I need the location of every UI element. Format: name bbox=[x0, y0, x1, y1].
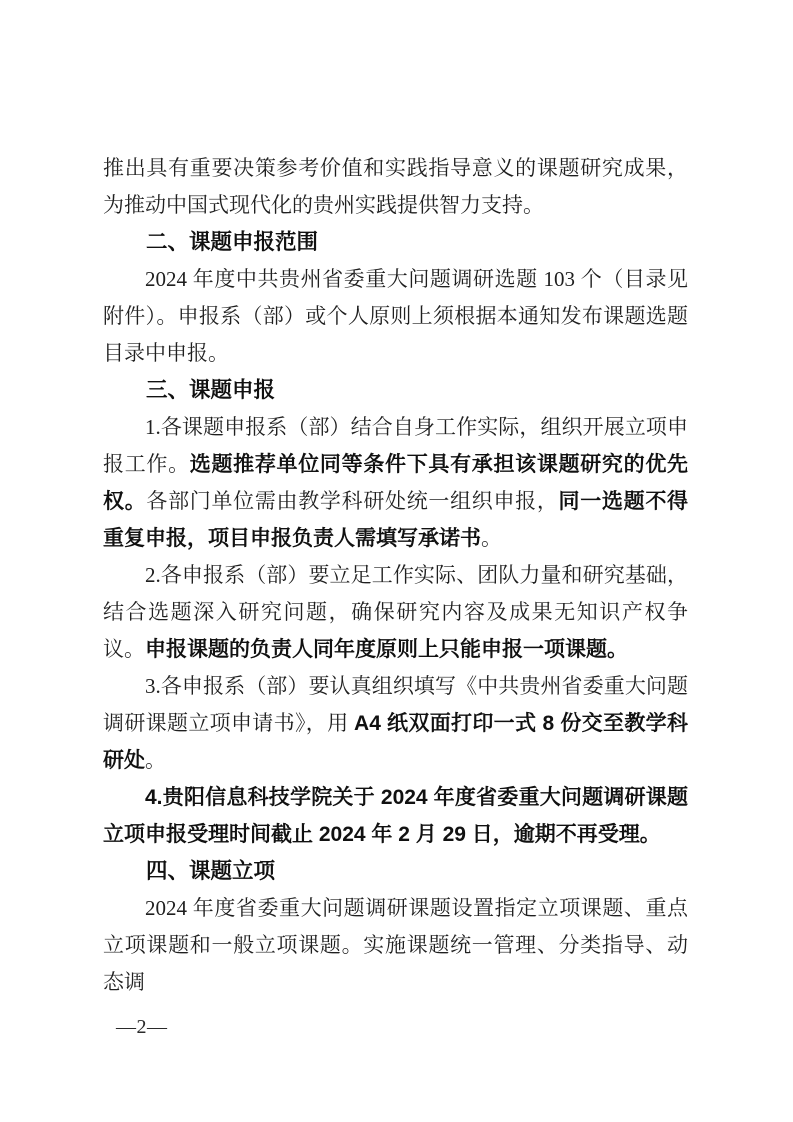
heading-section-two-application-scope: 二、课题申报范围 bbox=[146, 230, 319, 254]
paragraph-item-4-deadline bbox=[103, 779, 688, 853]
text-run: 推出具有重要决策参考价值和实践指导意义的课题研究成果，为推动中国式现代化的贵州实践提供智力支持。 bbox=[103, 156, 688, 217]
text-run: 各部门单位需由教学科研处统一组织申报， bbox=[146, 489, 559, 513]
text-run: 1.各课题申报系（部）结合自身工作实际，组织开展立项申报工作。 bbox=[103, 415, 688, 476]
bold-text-run: 同一选题不得重复申报，项目申报负责人需填写承诺书 bbox=[103, 490, 689, 550]
text-run: 2.各申报系（部）要立足工作实际、团队力量和研究基础，结合选题深入研究问题，确保研究内容及成果无知识产权争议。 bbox=[103, 563, 688, 661]
paragraph-item-1 bbox=[103, 409, 688, 557]
bold-text-run: 4.贵阳信息科技学院关于 2024 年度省委重大问题调研课题立项申报受理时间截止 2024 年 2 月 29 日，逾期不再受理。 bbox=[103, 786, 688, 846]
text-run: 。 bbox=[145, 748, 166, 772]
paragraph-item-2 bbox=[103, 557, 688, 668]
text-run: 3.各申报系（部）要认真组织填写《中共贵州省委重大问题调研课题立项申请书》，用 bbox=[103, 674, 688, 735]
text-run: 。 bbox=[481, 526, 502, 550]
bold-text-run: 选题推荐单位同等条件下具有承担该课题研究的优先权。 bbox=[103, 453, 689, 513]
paragraph-application-scope bbox=[103, 261, 688, 372]
text-run: 2024 年度省委重大问题调研课题设置指定立项课题、重点立项课题和一般立项课题。实施课题统一管理、分类指导、动态调 bbox=[103, 896, 688, 994]
heading-section-three-application: 三、课题申报 bbox=[146, 378, 276, 402]
text-run: 2024 年度中共贵州省委重大问题调研选题 103 个（目录见附件）。申报系（部）或个人原则上须根据本通知发布课题选题目录中申报。 bbox=[103, 267, 688, 365]
bold-text-run: 申报课题的负责人同年度原则上只能申报一项课题。 bbox=[145, 638, 628, 661]
paragraph-item-3 bbox=[103, 668, 688, 779]
paragraph-continuation bbox=[103, 150, 688, 224]
bold-text-run: A4 纸双面打印一式 8 份交至教学科研处 bbox=[103, 712, 688, 772]
page-number: —2— bbox=[116, 1016, 168, 1038]
document-body bbox=[103, 150, 688, 1001]
paragraph-project-setup bbox=[103, 890, 688, 1001]
heading-section-four-project-approval: 四、课题立项 bbox=[146, 859, 276, 883]
